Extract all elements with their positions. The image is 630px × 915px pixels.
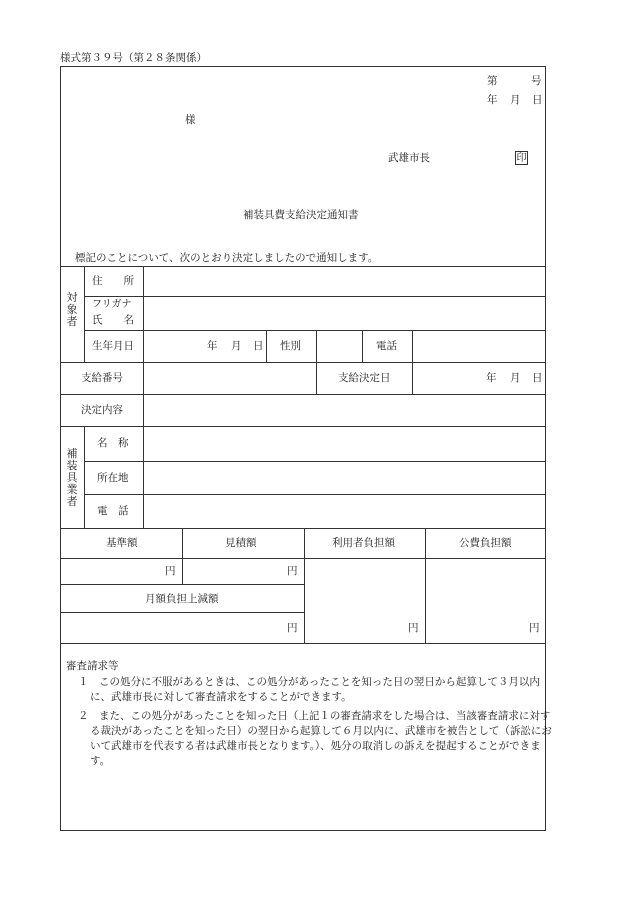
vendor-group-label: 補装具業者 [66,447,78,508]
gender-label: 性別 [280,340,301,352]
form-number: 様式第３９号（第２８条関係） [60,52,207,64]
row-line [60,426,546,427]
decision-date-day: 日 [532,372,543,384]
vendor-location-label: 所在地 [97,472,129,484]
birth-day: 日 [253,340,264,352]
col-line [84,426,85,528]
row-line [60,612,304,613]
col-line [304,528,305,643]
number-prefix: 第 [487,75,498,87]
col-line [84,266,85,362]
issuer: 武雄市長 [388,152,430,164]
monthly-adjustment-label: 月額負担上減額 [145,593,219,605]
user-burden-yen: 円 [408,622,419,634]
col-line [425,528,426,643]
row-line [60,584,304,585]
furigana-label: フリガナ [92,299,132,310]
row-line [84,494,546,495]
intro-text: 標記のことについて、次のとおり決定しましたので通知します。 [75,252,379,264]
header-date-year: 年 [487,94,498,106]
name-label: 氏 名 [92,314,134,326]
standard-amount-yen: 円 [165,565,176,577]
recipient-suffix: 様 [185,114,196,126]
row-line [60,394,546,395]
subject-group-label: 対象者 [66,291,78,328]
row-line [60,558,546,559]
header-date-day: 日 [532,94,543,106]
decision-date-year: 年 [486,372,497,384]
monthly-adjustment-yen: 円 [287,622,298,634]
row-line [84,296,546,297]
col-line [182,528,183,584]
col-line [316,330,317,394]
row-line [60,362,546,363]
birth-month: 月 [231,340,242,352]
appeal-item-1: １ この処分に不服があるときは、この処分があったことを知った日の翌日から起算して３月以内に、武雄市長に対して審査請求をすることができます。 [78,676,540,703]
estimate-amount-header: 見積額 [225,537,257,549]
user-burden-header: 利用者負担額 [332,537,395,549]
appeal-heading: 審査請求等 [66,660,119,672]
public-burden-yen: 円 [529,622,540,634]
col-line [143,266,144,528]
address-label: 住 所 [92,275,134,287]
decision-content-label: 決定内容 [81,404,123,416]
standard-amount-header: 基準額 [106,537,138,549]
col-line [362,330,363,362]
appeal-item-2: ２ また、この処分があったことを知った日（上記１の審査請求をした場合は、当該審査請求に対する裁決があったことを知った日）の翌日から起算して６月以内に、武雄市を被告として（訴訟において武雄市を代表する者は武雄市長となります。）、処分の取消しの訴えを提起することができます。 [78,710,552,767]
table-bottom-line [60,643,546,644]
col-line [266,330,267,362]
col-line [412,330,413,394]
phone-label: 電話 [376,340,397,352]
seal-mark: 印 [516,153,527,164]
payment-number-label: 支給番号 [81,372,123,384]
row-line [84,461,546,462]
estimate-amount-yen: 円 [287,565,298,577]
row-line [84,330,546,331]
decision-date-label: 支給決定日 [338,372,391,384]
row-line [60,528,546,529]
vendor-phone-label: 電 話 [97,505,129,517]
document-title: 補装具費支給決定通知書 [243,209,359,221]
header-date-month: 月 [510,94,521,106]
decision-date-month: 月 [510,372,521,384]
number-suffix: 号 [531,75,542,87]
public-burden-header: 公費負担額 [459,537,512,549]
birth-year: 年 [207,340,218,352]
vendor-name-label: 名 称 [97,437,129,449]
birth-label: 生年月日 [92,340,134,352]
table-top-line [60,266,546,267]
